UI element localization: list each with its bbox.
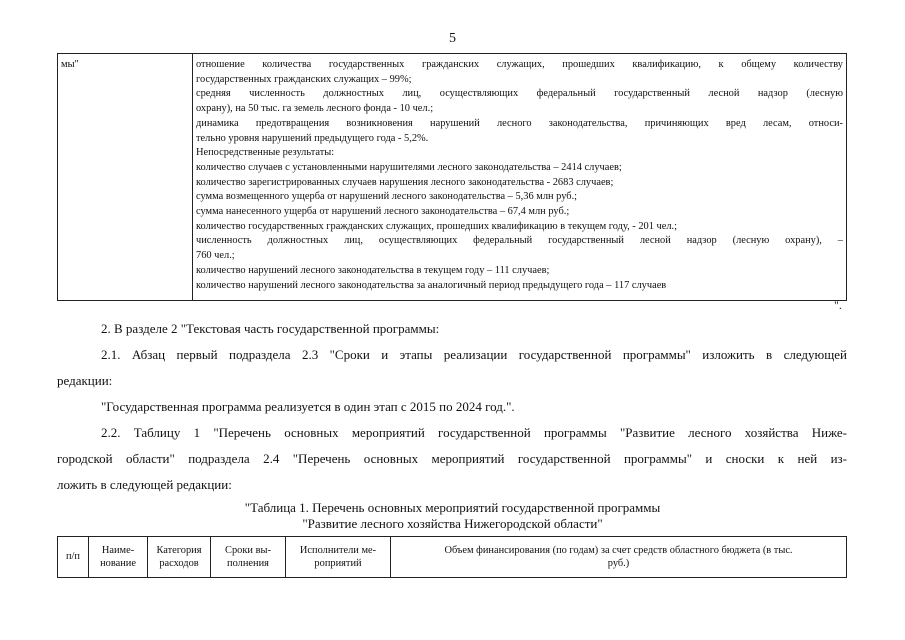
- measures-table-header-row: [58, 537, 847, 578]
- paragraph-2-2-line-3: ложить в следующей редакции:: [57, 477, 232, 492]
- paragraph-2-1-line-2: редакции:: [57, 373, 113, 388]
- column-header-name: [89, 537, 148, 578]
- column-header-deadlines: [211, 537, 286, 578]
- indicator-line: динамика предотвращения возникновения нарушений лесного законодательства, причиняющих вред лесам, относи-: [196, 117, 843, 129]
- header-line: Наиме-: [101, 544, 135, 556]
- indicators-table-values-cell: [193, 54, 847, 301]
- column-header-category: [148, 537, 211, 578]
- indicators-table-label-cell: мы": [58, 54, 193, 301]
- indicator-line: количество государственных гражданских служащих, прошедших квалификацию в текущем году, - 201 чел.;: [196, 220, 678, 232]
- paragraph-section-2: 2. В разделе 2 "Текстовая часть государственной программы:: [101, 321, 440, 336]
- indicator-line: сумма возмещенного ущерба от нарушений лесного законодательства – 5,36 млн руб.;: [196, 191, 578, 203]
- measures-table: [57, 536, 847, 578]
- paragraph-quote: "Государственная программа реализуется в один этап с 2015 по 2024 год.".: [101, 399, 515, 414]
- indicator-line: государственных гражданских служащих – 99%;: [196, 73, 412, 85]
- paragraph-2-2-line-1: 2.2. Таблицу 1 "Перечень основных мероприятий государственной программы "Развитие лесного хозяйства Ниже-: [101, 425, 847, 440]
- table-caption-line-2: "Развитие лесного хозяйства Нижегородской области": [302, 516, 603, 531]
- indicator-line: Непосредственные результаты:: [196, 147, 335, 159]
- table-caption-line-1: "Таблица 1. Перечень основных мероприятий государственной программы: [244, 500, 661, 515]
- header-line: расходов: [159, 558, 199, 569]
- header-line: Категория: [156, 544, 202, 556]
- header-line: роприятий: [314, 558, 362, 569]
- column-header-executors: [286, 537, 391, 578]
- indicator-line: отношение количества государственных гражданских служащих, прошедших квалификацию, к общему количеству: [196, 59, 843, 70]
- indicator-line: средняя численность должностных лиц, осуществляющих федеральный государственный лесной надзор (лесную: [196, 88, 843, 100]
- column-header-funding: [391, 537, 847, 578]
- table-caption: [0, 500, 905, 532]
- indicator-line: количество зарегистрированных случаев нарушения лесного законодательства - 2683 случаев;: [196, 176, 614, 188]
- column-header-number: [58, 537, 89, 578]
- indicator-line: тельно уровня нарушений предыдущего года - 5,2%.: [196, 132, 429, 144]
- header-line: полнения: [227, 558, 269, 569]
- header-line: нование: [100, 558, 136, 569]
- header-line: Сроки вы-: [225, 544, 271, 556]
- paragraph-2-2-line-2: городской области" подраздела 2.4 "Перечень основных мероприятий государственной программы" и сноски к ней из-: [57, 451, 847, 466]
- closing-quote: ".: [834, 298, 842, 312]
- indicator-line: охрану), на 50 тыс. га земель лесного фонда - 10 чел.;: [196, 103, 434, 115]
- indicator-line: 760 чел.;: [196, 250, 235, 262]
- paragraph-2-1-line-1: 2.1. Абзац первый подраздела 2.3 "Сроки и этапы реализации государственной программы" изложить в следующей: [101, 347, 847, 362]
- indicator-line: численность должностных лиц, осуществляющих федеральный государственный лесной надзор (лесную охрану), –: [196, 235, 843, 247]
- indicator-line: количество случаев с установленными нарушителями лесного законодательства – 2414 случаев;: [196, 161, 622, 173]
- indicator-line: сумма нанесенного ущерба от нарушений лесного законодательства – 67,4 млн руб.;: [196, 206, 570, 218]
- header-line: руб.): [607, 558, 630, 569]
- indicator-line: количество нарушений лесного законодательства за аналогичный период предыдущего года – 117 случаев: [196, 279, 667, 291]
- header-line: Объем финансирования (по годам) за счет средств областного бюджета (в тыс.: [444, 544, 793, 556]
- page-number: 5: [449, 31, 456, 46]
- indicator-line: количество нарушений лесного законодательства в текущем году – 111 случаев;: [196, 264, 550, 276]
- indicators-table: [57, 53, 847, 301]
- header-line: Исполнители ме-: [299, 544, 377, 556]
- header-line: п/п: [65, 551, 80, 563]
